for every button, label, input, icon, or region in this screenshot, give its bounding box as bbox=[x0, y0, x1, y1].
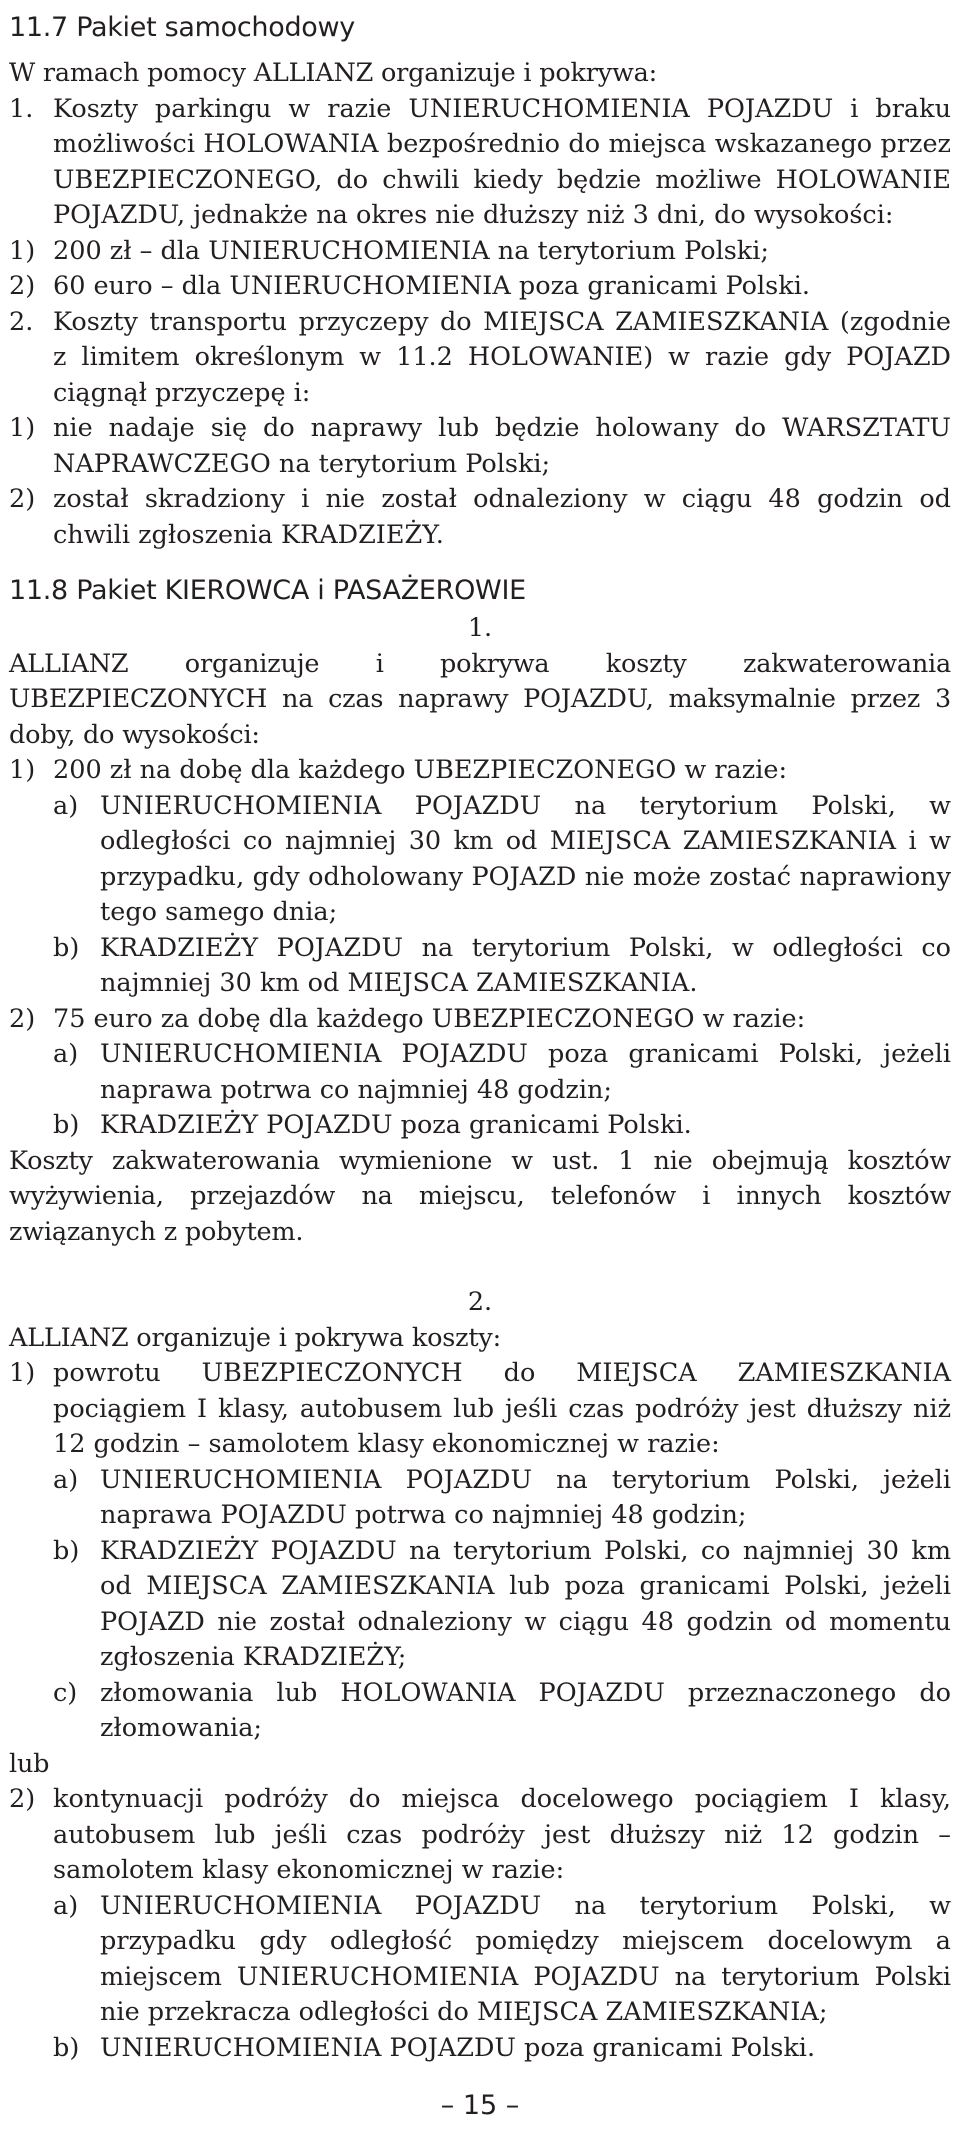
list-item-text: złomowania lub HOLOWANIA POJAZDU przeznaczonego do złomowania; bbox=[100, 1677, 951, 1743]
list-item-text: Koszty transportu przyczepy do MIEJSCA ZAMIESZKANIA (zgodnie z limitem określonym w 11.2 HOLOWANIE) w razie gdy POJAZD ciągnął przyczepę i: bbox=[53, 306, 951, 408]
sub-list-item bbox=[53, 1676, 951, 1747]
list-item-text: KRADZIEŻY POJAZDU poza granicami Polski. bbox=[100, 1110, 692, 1140]
list-item-text: UNIERUCHOMIENIA POJAZDU poza granicami Polski, jeżeli naprawa potrwa co najmniej 48 godzin; bbox=[100, 1039, 951, 1105]
sub-list-item bbox=[53, 1463, 951, 1534]
list-item bbox=[9, 1782, 951, 1889]
list-item bbox=[9, 1002, 951, 1038]
list-marker: b) bbox=[53, 1535, 80, 1566]
list-item bbox=[9, 753, 951, 789]
list-marker: 1. bbox=[9, 93, 34, 124]
list-item bbox=[9, 1356, 951, 1463]
list-marker: 1) bbox=[9, 755, 36, 785]
list-item-text: 75 euro za dobę dla każdego UBEZPIECZONEGO w razie: bbox=[53, 1003, 806, 1034]
section-title: 11.8 Pakiet KIEROWCA i PASAŻEROWIE bbox=[9, 575, 526, 606]
list-item-text: 200 zł na dobę dla każdego UBEZPIECZONEGO w razie: bbox=[53, 755, 788, 785]
list-item-text: 60 euro – dla UNIERUCHOMIENIA poza granicami Polski. bbox=[53, 271, 810, 301]
list-item-text: powrotu UBEZPIECZONYCH do MIEJSCA ZAMIESZKANIA pociągiem I klasy, autobusem lub jeśli czas podróży jest dłuższy niż 12 godzin – samolotem klasy ekonomicznej w razie: bbox=[53, 1358, 951, 1459]
list-item-text: KRADZIEŻY POJAZDU na terytorium Polski, w odległości co najmniej 30 km od MIEJSCA ZAMIESZKANIA. bbox=[100, 932, 951, 998]
connector-text: lub bbox=[9, 1748, 50, 1779]
list-marker: b) bbox=[53, 932, 80, 963]
paragraph-intro: ALLIANZ organizuje i pokrywa koszty: bbox=[9, 1322, 502, 1353]
sub-list-item bbox=[53, 1889, 951, 2031]
closing-paragraph: Koszty zakwaterowania wymienione w ust. 1 nie obejmują kosztów wyżywienia, przejazdów na miejscu, telefonów i innych kosztów związanych z pobytem. bbox=[9, 1145, 951, 1247]
sub-list-item bbox=[53, 1037, 951, 1108]
list-item-text: KRADZIEŻY POJAZDU na terytorium Polski, co najmniej 30 km od MIEJSCA ZAMIESZKANIA lub poza granicami Polski, jeżeli POJAZD nie został odnaleziony w ciągu 48 godzin od momentu zgłoszenia KRADZIEŻY; bbox=[100, 1535, 951, 1672]
list-marker: 2. bbox=[9, 306, 34, 337]
list-marker: b) bbox=[53, 1110, 80, 1140]
list-marker: 1) bbox=[9, 1358, 36, 1388]
sub-list-item bbox=[53, 1534, 951, 1676]
list-marker: a) bbox=[53, 1039, 79, 1069]
list-item bbox=[9, 92, 951, 234]
list-marker: 2) bbox=[9, 484, 36, 514]
list-item-text: UNIERUCHOMIENIA POJAZDU na terytorium Polski, w odległości co najmniej 30 km od MIEJSCA ZAMIESZKANIA i w przypadku, gdy odholowany POJAZD nie może zostać naprawiony tego samego dnia; bbox=[100, 790, 951, 927]
list-item-text: Koszty parkingu w razie UNIERUCHOMIENIA POJAZDU i braku możliwości HOLOWANIA bezpośrednio do miejsca wskazanego przez UBEZPIECZONEGO, do chwili kiedy będzie możliwe HOLOWANIE POJAZDU, jednakże na okres nie dłuższy niż 3 dni, do wysokości: bbox=[53, 93, 951, 230]
sub-list-item bbox=[9, 269, 951, 305]
list-item-text: kontynuacji podróży do miejsca docelowego pociągiem I klasy, autobusem lub jeśli czas podróży jest dłuższy niż 12 godzin – samolotem klasy ekonomicznej w razie: bbox=[53, 1784, 951, 1885]
paragraph-number: 2. bbox=[467, 1287, 493, 1317]
list-marker: c) bbox=[53, 1677, 78, 1708]
paragraph-number: 1. bbox=[467, 613, 493, 643]
list-item-text: 200 zł – dla UNIERUCHOMIENIA na terytorium Polski; bbox=[53, 235, 770, 266]
sub-list-item bbox=[9, 482, 951, 553]
list-marker: 2) bbox=[9, 1784, 36, 1814]
list-item-text: został skradziony i nie został odnaleziony w ciągu 48 godzin od chwili zgłoszenia KRADZIEŻY. bbox=[53, 484, 951, 550]
sub-list-item bbox=[9, 411, 951, 482]
sub-list-item bbox=[53, 789, 951, 931]
list-marker: 1) bbox=[9, 235, 36, 266]
list-marker: 1) bbox=[9, 413, 36, 443]
paragraph-intro: ALLIANZ organizuje i pokrywa koszty zakwaterowania UBEZPIECZONYCH na czas naprawy POJAZDU, maksymalnie przez 3 doby, do wysokości: bbox=[9, 648, 951, 750]
sub-list-item bbox=[53, 2031, 951, 2067]
list-item-text: nie nadaje się do naprawy lub będzie holowany do WARSZTATU NAPRAWCZEGO na terytorium Polski; bbox=[53, 413, 951, 479]
page-number: – 15 – bbox=[440, 2090, 520, 2121]
list-marker: 2) bbox=[9, 1003, 36, 1034]
sub-list-item bbox=[53, 1108, 951, 1144]
list-item-text: UNIERUCHOMIENIA POJAZDU na terytorium Polski, jeżeli naprawa POJAZDU potrwa co najmniej 48 godzin; bbox=[100, 1464, 951, 1530]
section-intro: W ramach pomocy ALLIANZ organizuje i pokrywa: bbox=[9, 58, 658, 88]
list-marker: b) bbox=[53, 2032, 80, 2063]
list-marker: 2) bbox=[9, 271, 36, 301]
sub-list-item bbox=[53, 931, 951, 1002]
list-marker: a) bbox=[53, 1464, 79, 1495]
list-marker: a) bbox=[53, 1890, 79, 1921]
list-item-text: UNIERUCHOMIENIA POJAZDU poza granicami Polski. bbox=[100, 2032, 816, 2063]
section-title: 11.7 Pakiet samochodowy bbox=[9, 12, 355, 43]
sub-list-item bbox=[9, 234, 951, 270]
list-marker: a) bbox=[53, 790, 79, 821]
list-item-text: UNIERUCHOMIENIA POJAZDU na terytorium Polski, w przypadku gdy odległość pomiędzy miejscem docelowym a miejscem UNIERUCHOMIENIA POJAZDU na terytorium Polski nie przekracza odległości do MIEJSCA ZAMIESZKANIA; bbox=[100, 1890, 951, 2027]
list-item bbox=[9, 305, 951, 412]
